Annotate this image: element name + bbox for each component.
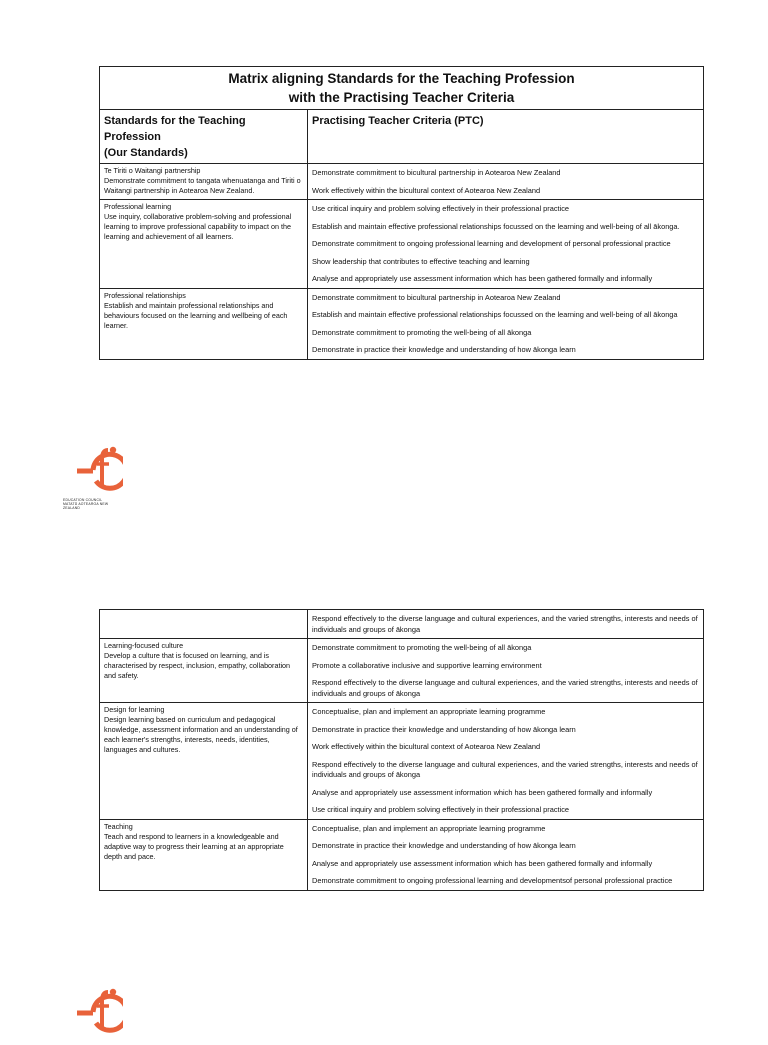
ec-logo-icon — [63, 982, 123, 1040]
standard-title: Professional relationships — [104, 290, 186, 300]
table-row — [100, 819, 704, 890]
table-row — [100, 200, 704, 289]
criterion-item: Demonstrate commitment to ongoing professional learning and development of personal professional practice — [312, 239, 671, 248]
criterion-item: Analyse and appropriately use assessment information which has been gathered formally and informally — [312, 858, 653, 868]
criterion-item: Work effectively within the bicultural context of Aotearoa New Zealand — [312, 185, 541, 195]
matrix-table-2 — [99, 609, 704, 891]
criteria-cell — [308, 819, 704, 890]
criterion-item: Establish and maintain effective professional relationships focussed on the learning and well-being of all ākonga — [312, 310, 678, 319]
criteria-list — [312, 824, 699, 887]
criteria-list — [312, 204, 699, 285]
criterion-item: Use critical inquiry and problem solving effectively in their professional practice — [312, 204, 570, 213]
criterion-item: Demonstrate in practice their knowledge and understanding of how ākonga learn — [312, 345, 576, 354]
criteria-cell — [308, 164, 704, 200]
criteria-cell — [308, 288, 704, 359]
criterion-item: Demonstrate in practice their knowledge and understanding of how ākonga learn — [312, 724, 576, 734]
logo-name: EDUCATION COUNCIL — [63, 498, 103, 502]
criterion-item: Promote a collaborative inclusive and supportive learning environment — [312, 660, 542, 670]
standard-description: Establish and maintain professional relationships and behaviours focused on the learning and wellbeing of each learner. — [104, 300, 288, 330]
criteria-list — [312, 707, 699, 816]
education-council-logo — [63, 440, 123, 510]
logo-subtitle: MATATŪ AOTEAROA NEW ZEALAND — [63, 502, 109, 510]
standard-title: Design for learning — [104, 705, 165, 714]
title-line-2: with the Practising Teacher Criteria — [288, 90, 515, 105]
standard-title: Teaching — [104, 821, 133, 831]
criterion-item: Establish and maintain effective professional relationships focussed on the learning and well-being of all ākonga. — [312, 221, 680, 231]
table-2-body — [100, 610, 704, 891]
criterion-item: Demonstrate commitment to ongoing professional learning and developmentsof personal professional practice — [312, 876, 673, 885]
criterion-item: Respond effectively to the diverse language and cultural experiences, and the varied strengths, interests and needs of individuals and groups of ākonga — [312, 678, 698, 698]
header-standards-line-2: Profession — [104, 131, 161, 143]
criterion-item: Demonstrate commitment to bicultural partnership in Aotearoa New Zealand — [312, 168, 561, 177]
standard-cell — [100, 610, 308, 639]
standard-cell — [100, 200, 308, 289]
logo-caption — [63, 498, 123, 510]
matrix-table-1 — [99, 66, 704, 360]
standard-description: Develop a culture that is focused on learning, and is characterised by respect, inclusion, empathy, collaboration and safety. — [104, 651, 291, 680]
standard-cell — [100, 703, 308, 820]
table-row — [100, 164, 704, 200]
criterion-item: Conceptualise, plan and implement an appropriate learning programme — [312, 707, 546, 716]
table-1-body — [100, 164, 704, 360]
criterion-item: Analyse and appropriately use assessment information which has been gathered formally and informally — [312, 274, 653, 283]
criteria-cell — [308, 610, 704, 639]
criterion-item: Respond effectively to the diverse language and cultural experiences, and the varied strengths, interests and needs of individuals and groups of ākonga — [312, 759, 698, 779]
table-row — [100, 610, 704, 639]
header-standards — [100, 110, 308, 164]
criteria-list — [312, 614, 699, 635]
ec-logo-icon — [63, 440, 123, 498]
criteria-list — [312, 643, 699, 699]
standard-description: Design learning based on curriculum and pedagogical knowledge, assessment information and an understanding of each learner's strengths, interests, needs, identities, languages and cultures. — [104, 715, 298, 754]
standard-cell — [100, 288, 308, 359]
document-title — [100, 67, 704, 110]
standard-description: Demonstrate commitment to tangata whenuatanga and Tiriti o Waitangi partnership in Aotearoa New Zealand. — [104, 176, 301, 195]
criteria-cell — [308, 639, 704, 703]
title-line-1: Matrix aligning Standards for the Teaching Profession — [228, 71, 575, 86]
criterion-item: Demonstrate commitment to promoting the well-being of all ākonga — [312, 327, 532, 337]
criterion-item: Conceptualise, plan and implement an appropriate learning programme — [312, 823, 546, 833]
standard-title: Te Tiriti o Waitangi partnership — [104, 166, 201, 175]
criteria-list — [312, 293, 699, 356]
header-standards-line-3: (Our Standards) — [104, 147, 188, 159]
criterion-item: Show leadership that contributes to effective teaching and learning — [312, 256, 530, 266]
criterion-item: Use critical inquiry and problem solving effectively in their professional practice — [312, 805, 570, 814]
standard-cell — [100, 639, 308, 703]
criterion-item: Respond effectively to the diverse language and cultural experiences, and the varied strengths, interests and needs of individuals and groups of ākonga — [312, 614, 698, 634]
table-row — [100, 703, 704, 820]
standard-title: Learning-focused culture — [104, 641, 184, 650]
table-row — [100, 639, 704, 703]
standard-cell — [100, 819, 308, 890]
criteria-list — [312, 168, 699, 196]
standard-cell — [100, 164, 308, 200]
header-row — [100, 110, 704, 164]
standard-description: Use inquiry, collaborative problem-solving and professional learning to improve professional capability to impact on the learning and achievement of all learners. — [104, 212, 292, 241]
header-ptc: Practising Teacher Criteria (PTC) — [308, 110, 704, 164]
criteria-cell — [308, 200, 704, 289]
criterion-item: Work effectively within the bicultural context of Aotearoa New Zealand — [312, 742, 541, 751]
criterion-item: Demonstrate commitment to promoting the well-being of all ākonga — [312, 643, 532, 652]
table-row — [100, 288, 704, 359]
criteria-cell — [308, 703, 704, 820]
criterion-item: Demonstrate commitment to bicultural partnership in Aotearoa New Zealand — [312, 292, 561, 302]
standard-title: Professional learning — [104, 202, 172, 211]
education-council-logo-bottom — [63, 982, 123, 1030]
standard-description: Teach and respond to learners in a knowledgeable and adaptive way to progress their learning at an appropriate depth and pace. — [104, 831, 284, 861]
header-standards-line-1: Standards for the Teaching — [104, 115, 246, 127]
criterion-item: Analyse and appropriately use assessment information which has been gathered formally and informally — [312, 787, 653, 797]
criterion-item: Demonstrate in practice their knowledge and understanding of how ākonga learn — [312, 841, 576, 850]
title-row — [100, 67, 704, 110]
